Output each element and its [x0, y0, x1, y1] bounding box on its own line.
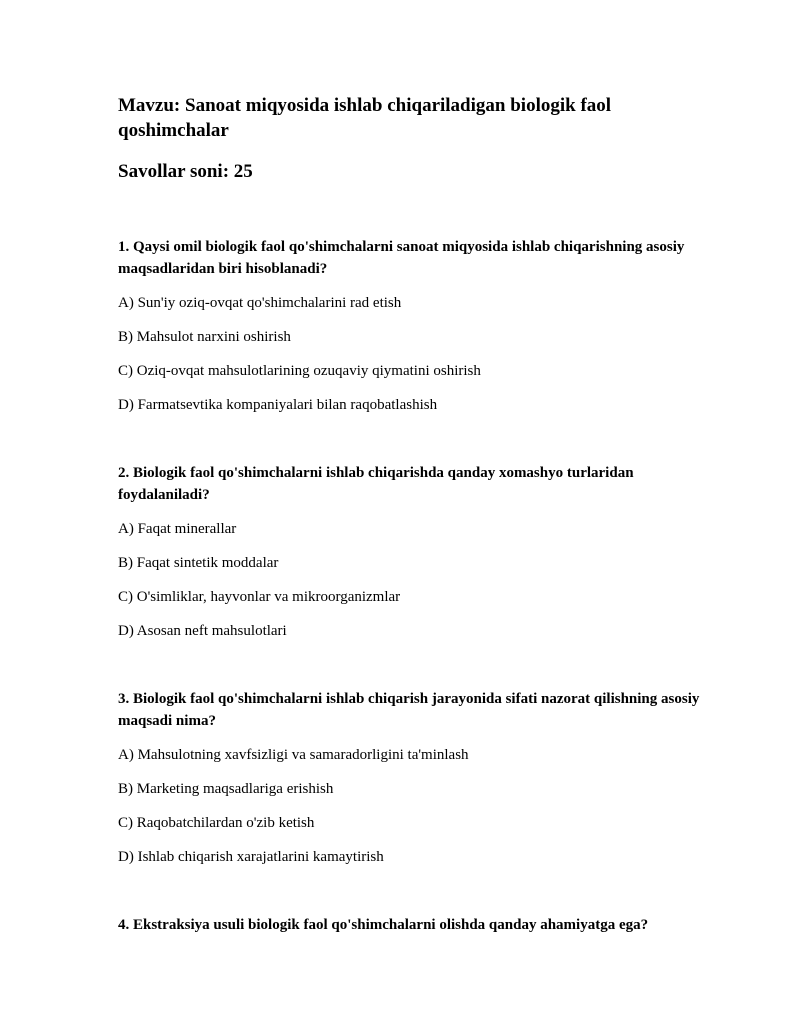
option-d: D) Asosan neft mahsulotlari [118, 623, 287, 639]
option-b: B) Mahsulot narxini oshirish [118, 329, 291, 345]
option-a: A) Mahsulotning xavfsizligi va samaradorligini ta'minlash [118, 747, 469, 763]
option-c: C) Oziq-ovqat mahsulotlarining ozuqaviy qiymatini oshirish [118, 363, 481, 379]
option-b: B) Faqat sintetik moddalar [118, 555, 279, 571]
question-text: 2. Biologik faol qo'shimchalarni ishlab chiqarishda qanday xomashyo turlaridan foydalaniladi? [118, 465, 634, 503]
question-text: 3. Biologik faol qo'shimchalarni ishlab chiqarish jarayonida sifati nazorat qilishning asosiy maqsadi nima? [118, 691, 700, 729]
document-title: Mavzu: Sanoat miqyosida ishlab chiqariladigan biologik faol qoshimchalar [118, 95, 612, 141]
document-content [118, 93, 708, 936]
option-d: D) Farmatsevtika kompaniyalari bilan raqobatlashish [118, 397, 438, 413]
question-block [118, 688, 708, 868]
question-block [118, 462, 708, 642]
option-list [118, 292, 708, 416]
option-d: D) Ishlab chiqarish xarajatlarini kamaytirish [118, 849, 384, 865]
question-block [118, 914, 708, 936]
question-text: 4. Ekstraksiya usuli biologik faol qo'shimchalarni olishda qanday ahamiyatga ega? [118, 917, 649, 933]
question-count: Savollar soni: 25 [118, 161, 253, 182]
option-c: C) Raqobatchilardan o'zib ketish [118, 815, 315, 831]
question-block [118, 236, 708, 416]
option-list [118, 518, 708, 642]
option-a: A) Sun'iy oziq-ovqat qo'shimchalarini rad etish [118, 295, 402, 311]
option-a: A) Faqat minerallar [118, 521, 237, 537]
option-list [118, 744, 708, 868]
option-b: B) Marketing maqsadlariga erishish [118, 781, 334, 797]
option-c: C) O'simliklar, hayvonlar va mikroorganizmlar [118, 589, 401, 605]
question-text: 1. Qaysi omil biologik faol qo'shimchalarni sanoat miqyosida ishlab chiqarishning asosiy maqsadlaridan biri hisoblanadi? [118, 239, 685, 277]
